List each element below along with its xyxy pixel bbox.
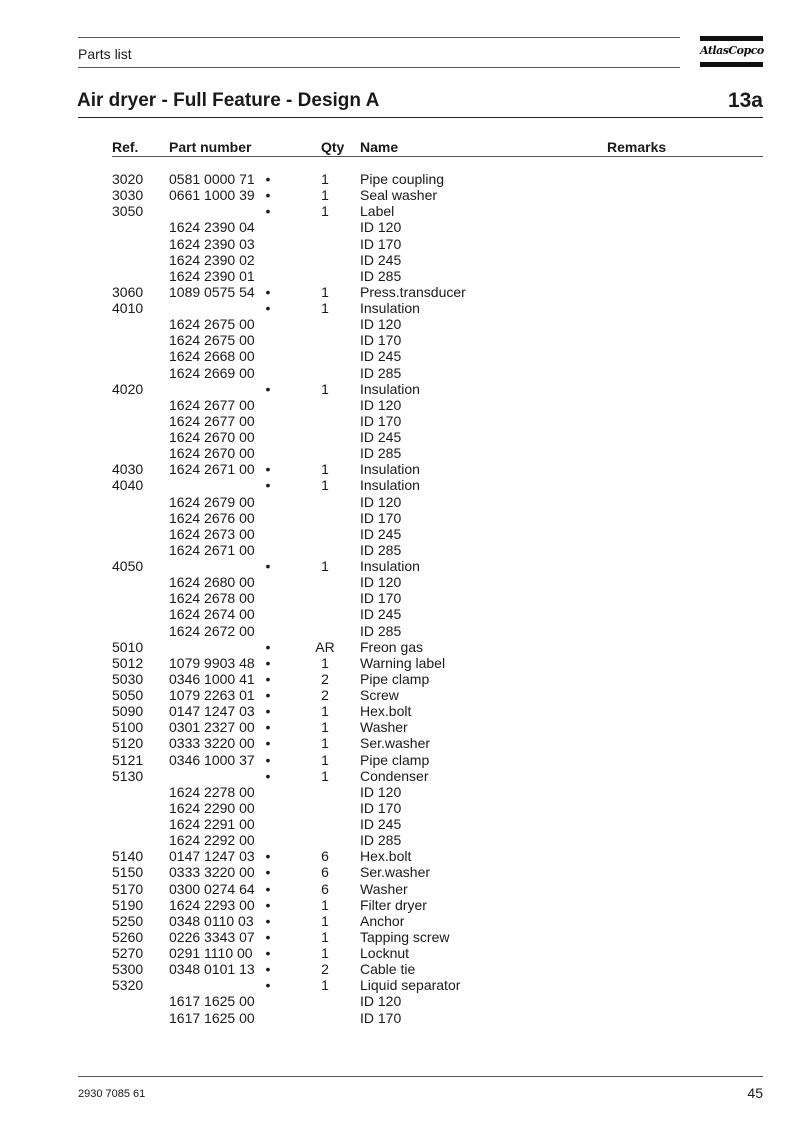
- name-cell: ID 120: [360, 993, 402, 1010]
- name-cell: Locknut: [360, 945, 410, 961]
- table-row: [0, 381, 800, 397]
- table-row: [0, 203, 800, 219]
- bullet-cell: •: [265, 928, 271, 945]
- table-row: [0, 671, 800, 687]
- bullet-cell: •: [265, 880, 271, 897]
- part-number-cell: 0661 1000 39: [169, 187, 255, 204]
- bullet-cell: •: [265, 719, 271, 736]
- table-row: [0, 494, 800, 510]
- name-cell: Ser.washer: [360, 735, 431, 752]
- table-row: [0, 461, 800, 477]
- part-number-cell: 1624 2670 00: [169, 429, 255, 445]
- name-cell: Freon gas: [360, 638, 424, 655]
- table-row: [0, 590, 800, 606]
- part-number-cell: 1624 2668 00: [169, 348, 255, 365]
- ref-cell: 5030: [112, 670, 144, 687]
- ref-cell: 5170: [112, 880, 144, 897]
- table-row: [0, 655, 800, 671]
- table-row: [0, 687, 800, 703]
- ref-cell: 4010: [112, 300, 144, 316]
- part-number-cell: 0147 1247 03: [169, 848, 255, 865]
- name-cell: ID 120: [360, 219, 402, 236]
- table-row: [0, 945, 800, 961]
- table-row: [0, 219, 800, 235]
- header-label: Parts list: [78, 46, 132, 62]
- table-row: [0, 977, 800, 993]
- table-row: [0, 881, 800, 897]
- part-number-cell: 1624 2675 00: [169, 332, 255, 349]
- bullet-cell: •: [265, 912, 271, 929]
- qty-cell: 1: [321, 767, 329, 784]
- name-cell: ID 170: [360, 799, 402, 816]
- title-rule: [78, 117, 763, 118]
- qty-cell: 2: [321, 670, 329, 687]
- bullet-cell: •: [265, 638, 271, 655]
- table-row: [0, 816, 800, 832]
- bullet-cell: •: [265, 187, 271, 204]
- name-cell: Washer: [360, 719, 408, 736]
- ref-cell: 5190: [112, 896, 144, 913]
- part-number-cell: 1624 2673 00: [169, 525, 255, 542]
- part-number-cell: 1624 2278 00: [169, 783, 255, 800]
- column-header-name: Name: [360, 139, 399, 155]
- qty-cell: 1: [321, 283, 329, 300]
- table-row: [0, 1010, 800, 1026]
- ref-cell: 5121: [112, 751, 144, 768]
- table-row: [0, 252, 800, 268]
- part-number-cell: 1624 2676 00: [169, 509, 255, 526]
- qty-cell: 1: [321, 977, 329, 994]
- name-cell: Cable tie: [360, 961, 416, 978]
- part-number-cell: 0348 0110 03: [169, 912, 254, 929]
- bullet-cell: •: [265, 751, 271, 768]
- part-number-cell: 1624 2677 00: [169, 396, 255, 413]
- part-number-cell: 0301 2327 00: [169, 719, 255, 736]
- name-cell: Hex.bolt: [360, 703, 412, 720]
- name-cell: ID 120: [360, 396, 402, 413]
- table-row: [0, 510, 800, 526]
- part-number-cell: 1624 2671 00: [169, 461, 255, 478]
- qty-cell: 1: [321, 171, 329, 187]
- name-cell: Insulation: [360, 477, 420, 494]
- name-cell: Anchor: [360, 912, 405, 929]
- table-row: [0, 897, 800, 913]
- name-cell: Seal washer: [360, 187, 438, 204]
- ref-cell: 5120: [112, 735, 144, 752]
- qty-cell: 6: [321, 864, 329, 881]
- table-row: [0, 413, 800, 429]
- bullet-cell: •: [265, 945, 271, 961]
- name-cell: Pipe clamp: [360, 670, 430, 687]
- bullet-cell: •: [265, 961, 271, 978]
- ref-cell: 5012: [112, 654, 144, 671]
- name-cell: ID 245: [360, 525, 402, 542]
- ref-cell: 3020: [112, 171, 144, 187]
- ref-cell: 4020: [112, 380, 144, 397]
- part-number-cell: 1624 2670 00: [169, 445, 255, 462]
- ref-cell: 5010: [112, 638, 144, 655]
- bullet-cell: •: [265, 203, 271, 220]
- bullet-cell: •: [265, 380, 271, 397]
- name-cell: Filter dryer: [360, 896, 427, 913]
- part-number-cell: 0333 3220 00: [169, 864, 255, 881]
- table-row: [0, 332, 800, 348]
- name-cell: ID 170: [360, 412, 402, 429]
- name-cell: Tapping screw: [360, 928, 450, 945]
- bullet-cell: •: [265, 896, 271, 913]
- part-number-cell: 1624 2390 01: [169, 267, 255, 284]
- name-cell: Screw: [360, 687, 399, 703]
- name-cell: ID 120: [360, 574, 402, 591]
- column-header-ref: Ref.: [112, 139, 139, 155]
- footer-rule: [78, 1076, 763, 1077]
- table-row: [0, 574, 800, 590]
- table-row: [0, 703, 800, 719]
- table-row: [0, 526, 800, 542]
- table-row: [0, 832, 800, 848]
- qty-cell: 2: [321, 961, 329, 978]
- bullet-cell: •: [265, 767, 271, 784]
- name-cell: ID 170: [360, 509, 402, 526]
- qty-cell: 1: [321, 735, 329, 752]
- table-row: [0, 800, 800, 816]
- qty-cell: 1: [321, 477, 329, 494]
- table-row: [0, 864, 800, 880]
- ref-cell: 5140: [112, 848, 144, 865]
- qty-cell: 6: [321, 880, 329, 897]
- table-row: [0, 300, 800, 316]
- ref-cell: 4050: [112, 558, 144, 574]
- bullet-cell: •: [265, 300, 271, 316]
- bullet-cell: •: [265, 703, 271, 720]
- part-number-cell: 0581 0000 71: [169, 171, 255, 187]
- part-number-cell: 1624 2677 00: [169, 412, 255, 429]
- part-number-cell: 1624 2390 03: [169, 235, 255, 252]
- qty-cell: 1: [321, 719, 329, 736]
- table-row: [0, 348, 800, 364]
- ref-cell: 5050: [112, 687, 144, 703]
- table-row: [0, 558, 800, 574]
- bullet-cell: •: [265, 461, 271, 478]
- name-cell: Liquid separator: [360, 977, 461, 994]
- ref-cell: 5150: [112, 864, 144, 881]
- name-cell: ID 285: [360, 832, 402, 849]
- part-number-cell: 1624 2292 00: [169, 832, 255, 849]
- table-row: [0, 429, 800, 445]
- part-number-cell: 1624 2675 00: [169, 316, 255, 333]
- name-cell: ID 120: [360, 316, 402, 333]
- qty-cell: 2: [321, 687, 329, 703]
- column-header-rule: [112, 156, 763, 157]
- parts-table: [0, 171, 800, 1026]
- name-cell: ID 170: [360, 235, 402, 252]
- table-row: [0, 542, 800, 558]
- name-cell: ID 170: [360, 1009, 402, 1026]
- document-number: 2930 7085 61: [78, 1088, 146, 1100]
- name-cell: Label: [360, 203, 395, 220]
- bullet-cell: •: [265, 735, 271, 752]
- name-cell: ID 285: [360, 445, 402, 462]
- part-number-cell: 1089 0575 54: [169, 283, 255, 300]
- qty-cell: 1: [321, 703, 329, 720]
- ref-cell: 5270: [112, 945, 144, 961]
- table-row: [0, 187, 800, 203]
- table-row: [0, 397, 800, 413]
- ref-cell: 5320: [112, 977, 144, 994]
- name-cell: ID 285: [360, 622, 402, 639]
- name-cell: Washer: [360, 880, 408, 897]
- bullet-cell: •: [265, 864, 271, 881]
- part-number-cell: 1624 2674 00: [169, 606, 255, 623]
- ref-cell: 5100: [112, 719, 144, 736]
- logo-bottom-bar: [700, 62, 763, 67]
- table-row: [0, 268, 800, 284]
- part-number-cell: 0147 1247 03: [169, 703, 255, 720]
- qty-cell: 1: [321, 300, 329, 316]
- part-number-cell: 0348 0101 13: [169, 961, 255, 978]
- column-header-qty: Qty: [321, 139, 345, 155]
- name-cell: Warning label: [360, 654, 446, 671]
- ref-cell: 3060: [112, 283, 144, 300]
- qty-cell: 1: [321, 380, 329, 397]
- ref-cell: 3050: [112, 203, 144, 220]
- name-cell: ID 170: [360, 590, 402, 607]
- part-number-cell: 1624 2672 00: [169, 622, 255, 639]
- qty-cell: 1: [321, 558, 329, 574]
- bullet-cell: •: [265, 977, 271, 994]
- qty-cell: 1: [321, 928, 329, 945]
- qty-cell: 1: [321, 654, 329, 671]
- part-number-cell: 1624 2291 00: [169, 816, 255, 832]
- name-cell: Insulation: [360, 300, 420, 316]
- table-row: [0, 961, 800, 977]
- part-number-cell: 1624 2390 04: [169, 219, 255, 236]
- table-row: [0, 752, 800, 768]
- table-row: [0, 365, 800, 381]
- part-number-cell: 1624 2293 00: [169, 896, 255, 913]
- table-row: [0, 993, 800, 1009]
- qty-cell: 6: [321, 848, 329, 865]
- column-header-remarks: Remarks: [607, 139, 667, 155]
- name-cell: Pipe coupling: [360, 171, 445, 187]
- header-top-rule: [78, 37, 680, 38]
- table-row: [0, 719, 800, 735]
- bullet-cell: •: [265, 670, 271, 687]
- name-cell: ID 245: [360, 348, 402, 365]
- name-cell: ID 245: [360, 816, 402, 832]
- logo-top-bar: [700, 36, 763, 41]
- bullet-cell: •: [265, 477, 271, 494]
- ref-cell: 5260: [112, 928, 144, 945]
- ref-cell: 5250: [112, 912, 144, 929]
- table-row: [0, 913, 800, 929]
- name-cell: ID 120: [360, 783, 402, 800]
- name-cell: Hex.bolt: [360, 848, 412, 865]
- name-cell: ID 245: [360, 429, 402, 445]
- part-number-cell: 0300 0274 64: [169, 880, 255, 897]
- logo-text: AtlasCopco: [700, 44, 764, 57]
- table-row: [0, 623, 800, 639]
- ref-cell: 5090: [112, 703, 144, 720]
- part-number-cell: 0333 3220 00: [169, 735, 255, 752]
- table-row: [0, 445, 800, 461]
- table-row: [0, 735, 800, 751]
- table-row: [0, 768, 800, 784]
- table-row: [0, 171, 800, 187]
- section-code: 13a: [727, 89, 763, 112]
- qty-cell: 1: [321, 896, 329, 913]
- ref-cell: 4040: [112, 477, 144, 494]
- header-bottom-rule: [78, 67, 680, 68]
- part-number-cell: 1079 2263 01: [169, 687, 255, 703]
- bullet-cell: •: [265, 654, 271, 671]
- table-row: [0, 929, 800, 945]
- name-cell: Press.transducer: [360, 283, 466, 300]
- name-cell: Pipe clamp: [360, 751, 430, 768]
- ref-cell: 3030: [112, 187, 144, 204]
- table-row: [0, 477, 800, 493]
- part-number-cell: 0226 3343 07: [169, 928, 255, 945]
- table-row: [0, 639, 800, 655]
- ref-cell: 5130: [112, 767, 144, 784]
- bullet-cell: •: [265, 558, 271, 574]
- table-row: [0, 784, 800, 800]
- table-row: [0, 284, 800, 300]
- part-number-cell: 1624 2678 00: [169, 590, 255, 607]
- part-number-cell: 1617 1625 00: [169, 1009, 255, 1026]
- name-cell: Insulation: [360, 558, 420, 574]
- atlas-copco-logo: [700, 36, 763, 67]
- name-cell: ID 245: [360, 606, 402, 623]
- part-number-cell: 0346 1000 41: [169, 670, 255, 687]
- ref-cell: 5300: [112, 961, 144, 978]
- qty-cell: 1: [321, 945, 329, 961]
- part-number-cell: 1624 2290 00: [169, 799, 255, 816]
- name-cell: Insulation: [360, 380, 420, 397]
- bullet-cell: •: [265, 848, 271, 865]
- part-number-cell: 1624 2671 00: [169, 541, 255, 558]
- table-row: [0, 316, 800, 332]
- part-number-cell: 0346 1000 37: [169, 751, 255, 768]
- part-number-cell: 1624 2679 00: [169, 493, 255, 510]
- part-number-cell: 0291 1110 00: [169, 945, 253, 961]
- name-cell: Insulation: [360, 461, 420, 478]
- table-row: [0, 236, 800, 252]
- qty-cell: 1: [321, 203, 329, 220]
- ref-cell: 4030: [112, 461, 144, 478]
- name-cell: Ser.washer: [360, 864, 431, 881]
- qty-cell: 1: [321, 751, 329, 768]
- qty-cell: 1: [321, 187, 329, 204]
- name-cell: ID 285: [360, 364, 402, 381]
- qty-cell: 1: [321, 461, 329, 478]
- bullet-cell: •: [265, 687, 271, 703]
- name-cell: ID 285: [360, 541, 402, 558]
- part-number-cell: 1624 2390 02: [169, 251, 255, 268]
- table-row: [0, 606, 800, 622]
- part-number-cell: 1624 2680 00: [169, 574, 255, 591]
- part-number-cell: 1617 1625 00: [169, 993, 255, 1010]
- name-cell: ID 170: [360, 332, 402, 349]
- qty-cell: AR: [315, 638, 335, 655]
- page-number: 45: [747, 1085, 763, 1101]
- bullet-cell: •: [265, 171, 271, 187]
- part-number-cell: 1624 2669 00: [169, 364, 255, 381]
- bullet-cell: •: [265, 283, 271, 300]
- table-row: [0, 848, 800, 864]
- column-header-part-number: Part number: [169, 139, 252, 155]
- name-cell: ID 245: [360, 251, 402, 268]
- name-cell: ID 120: [360, 493, 402, 510]
- page-title: Air dryer - Full Feature - Design A: [77, 90, 380, 111]
- part-number-cell: 1079 9903 48: [169, 654, 255, 671]
- name-cell: Condenser: [360, 767, 429, 784]
- qty-cell: 1: [321, 912, 329, 929]
- name-cell: ID 285: [360, 267, 402, 284]
